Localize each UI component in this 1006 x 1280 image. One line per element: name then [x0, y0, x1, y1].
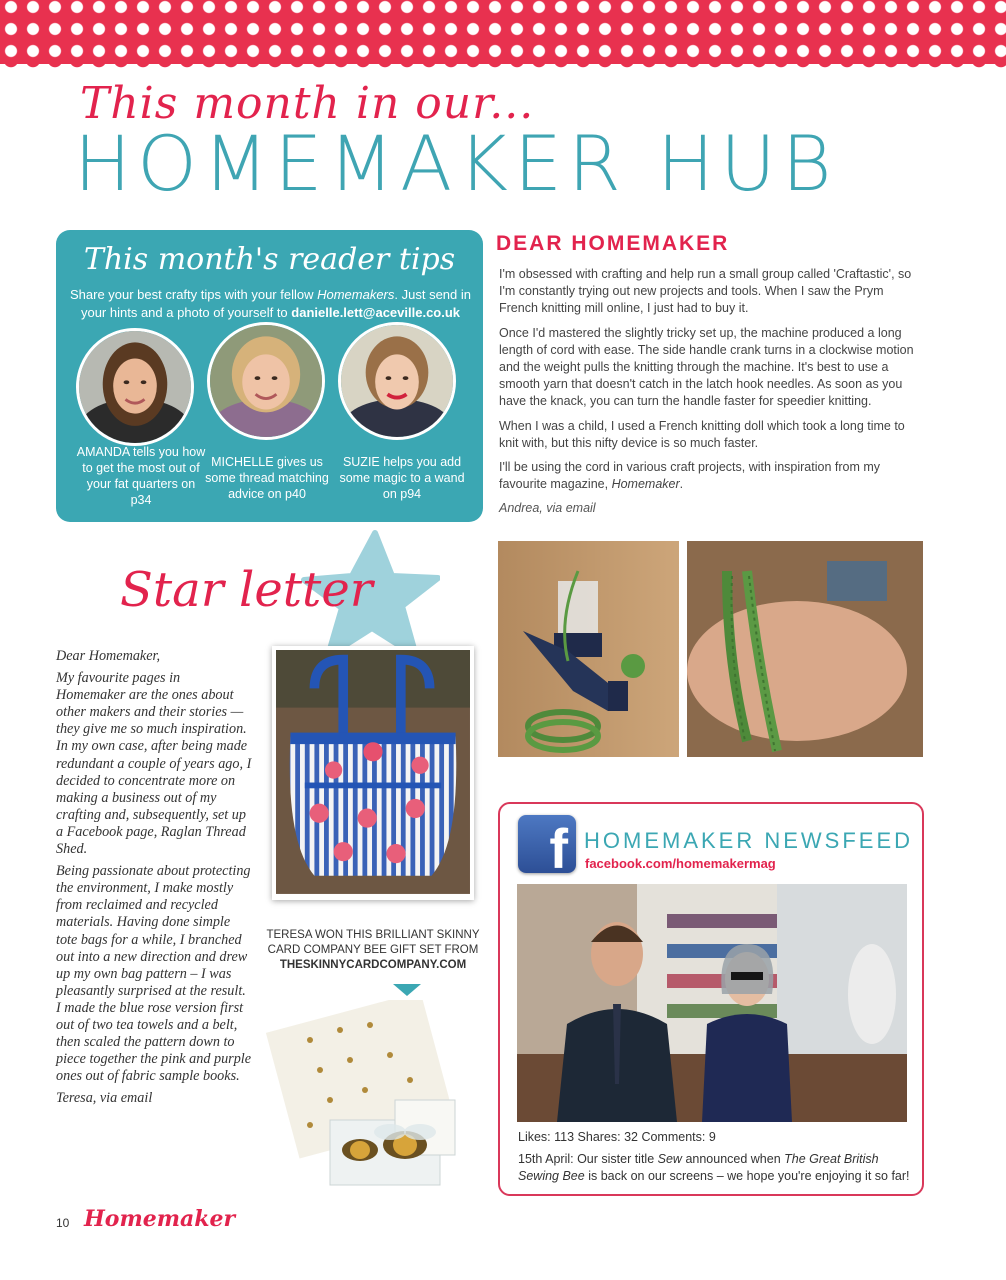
intro-magazine-name: Homemakers [317, 287, 395, 302]
post-text-mid: announced when [681, 1152, 785, 1166]
letter-salutation: Dear Homemaker, [56, 648, 161, 664]
post-stats: Likes: 113 Shares: 32 Comments: 9 [518, 1130, 716, 1144]
post-title-sew: Sew [657, 1152, 682, 1166]
winner-caption-text: TERESA WON THIS BRILLIANT SKINNY CARD COMPANY BEE GIFT SET FROM [266, 929, 480, 956]
decorative-pattern-band [0, 0, 1006, 64]
winner-site-link[interactable]: THESKINNYCARDCOMPANY.COM [279, 959, 467, 971]
reader-tips-panel [56, 230, 483, 522]
avatar-amanda [76, 328, 194, 446]
contact-email-link[interactable]: danielle.lett@aceville.co.uk [291, 305, 461, 320]
post-text: 15th April: Our sister title [518, 1152, 658, 1166]
dear-paragraph-1: I'm obsessed with crafting and help run a small group called 'Craftastic', so I'm constantly trying out new projects and tools. When I saw the Prym French knitting mill online, I just had to buy it. [499, 267, 912, 316]
page-number: 10 [56, 1216, 70, 1230]
letter-signature: Teresa, via email [56, 1090, 153, 1107]
magazine-logo: Homemaker [84, 1206, 236, 1232]
letter-paragraph-2: Being passionate about protecting the environment, I make mostly from reclaimed and recycled materials. Having done simple tote bags for a while, I branched out into a new direction and drew up my own bag pattern – I was pleasantly surprised at the result. I made the blue rose version first out of two tea towels and a belt, then scaled the pattern down to piece together the pink and purple ones out of fabric sample books. [56, 863, 252, 1085]
star-letter-body [56, 648, 252, 1112]
page-title: HOMEMAKER HUB [74, 119, 838, 208]
tip-caption-amanda: AMANDA tells you how to get the most out of your fat quarters on p34 [76, 445, 206, 507]
rose-tote-bag-photo [272, 646, 474, 900]
post-text-end: is back on our screens – we hope you're enjoying it so far! [584, 1169, 910, 1183]
newsfeed-title: HOMEMAKER NEWSFEED [584, 828, 914, 853]
star-letter-title: Star letter [120, 562, 373, 618]
tip-caption-michelle: MICHELLE gives us some thread matching advice on p40 [205, 455, 329, 501]
reader-tips-intro [68, 286, 473, 322]
tip-caption-suzie: SUZIE helps you add some magic to a wand on p94 [339, 455, 465, 501]
post-show-title: The Great British Sewing Bee [518, 1152, 879, 1183]
knitted-cord-photo [687, 541, 923, 757]
dear-signature: Andrea, via email [499, 501, 596, 516]
dear-p4-end: . [679, 477, 684, 492]
dear-paragraph-2: Once I'd mastered the slightly tricky set up, the machine produced a long length of cord with ease. The side handle crank turns in a clockwise motion and the weight pulls the knitting through the machine. It's best to use a smooth yarn that doesn't catch in the latch hook needles. As soon as you have the knack, you can turn the handle faster for speedier knitting. [499, 325, 914, 409]
letter-paragraph-1: My favourite pages in Homemaker are the ones about other makers and their stories — they give me so much inspiration. In my own case, after being made redundant a couple of years ago, I decided to concentrate more on making a business out of my crafting and, subsequently, set up a Facebook page, Raglan Thread Shed. [56, 670, 252, 858]
header-script-line: This month in our... [80, 78, 535, 129]
dear-p4-text: I'll be using the cord in various craft projects, with inspiration from my favourite magazine, [499, 460, 881, 492]
winner-caption [258, 928, 488, 973]
intro-text-cont: . Just send in your hints and a photo of yourself to [80, 287, 471, 320]
dear-p4-magazine: Homemaker [611, 477, 680, 492]
avatar-suzie [338, 322, 456, 440]
dear-homemaker-body [499, 266, 919, 525]
newsfeed-panel [498, 802, 924, 1196]
down-arrow-icon [393, 984, 421, 996]
bee-gift-set-photo [250, 1000, 490, 1190]
intro-text: Share your best crafty tips with your fellow [69, 287, 318, 302]
dear-homemaker-title: DEAR HOMEMAKER [496, 232, 730, 255]
newsfeed-post [518, 1151, 916, 1185]
dear-paragraph-4 [499, 459, 919, 493]
knitting-mill-photo [498, 541, 679, 757]
facebook-icon-letter: f [549, 817, 568, 880]
sewing-bee-photo [517, 884, 907, 1122]
dear-paragraph-3: When I was a child, I used a French knitting doll which took a long time to knit with, but this nifty device is so much faster. [499, 418, 905, 450]
facebook-icon[interactable] [518, 815, 576, 880]
avatar-michelle [207, 322, 325, 440]
reader-tips-title: This month's reader tips [83, 242, 456, 277]
facebook-page-link[interactable]: facebook.com/homemakermag [585, 856, 776, 871]
